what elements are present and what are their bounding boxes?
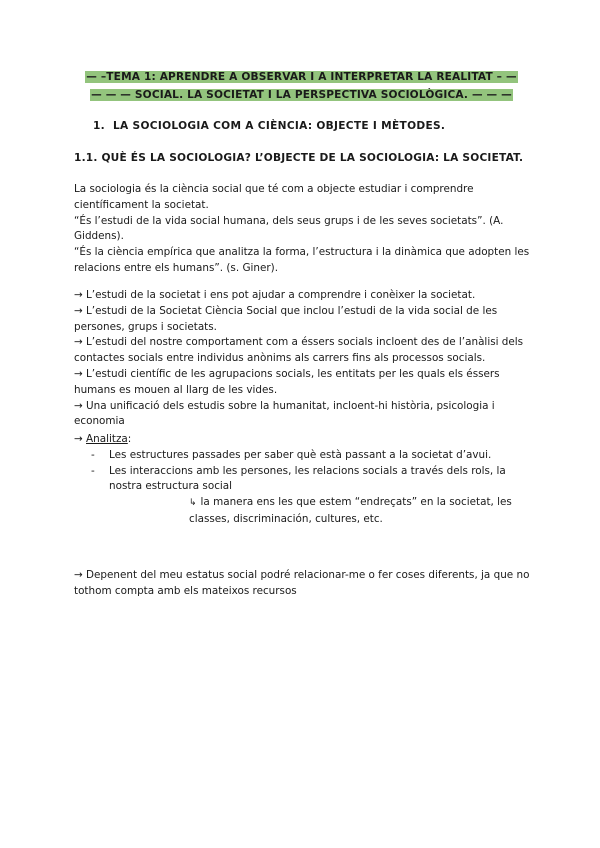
arrow-icon: →: [74, 433, 83, 445]
closing-block: [74, 568, 534, 600]
section-heading: [93, 120, 445, 132]
arrow-point: → L’estudi de la societat i ens pot ajudar a comprendre i conèixer la societat.: [74, 289, 476, 301]
title-highlight-1: — –TEMA 1: APRENDRE A OBSERVAR I A INTERPRETAR LA REALITAT – —: [86, 71, 517, 83]
section-number: 1.: [93, 120, 105, 132]
definition-paragraph: La sociologia és la ciència social que té com a objecte estudiar i comprendre científicament la societat.: [74, 183, 474, 211]
title-line-2: [74, 86, 529, 104]
analitza-colon: :: [127, 433, 132, 445]
list-item: [74, 448, 534, 464]
arrow-points: [74, 288, 534, 430]
dash-bullet: -: [91, 464, 95, 477]
intro-block: [74, 182, 534, 277]
closing-paragraph: → Depenent del meu estatus social podré relacionar-me o fer coses diferents, ja que no tothom compta amb els mateixos recursos: [74, 569, 530, 597]
dash-bullet: -: [91, 448, 95, 461]
title-highlight-2: — — — SOCIAL. LA SOCIETAT I LA PERSPECTIVA SOCIOLÒGICA. — — —: [91, 89, 512, 101]
section-title: LA SOCIOLOGIA COM A CIÈNCIA: OBJECTE I MÈTODES.: [113, 120, 446, 132]
giner-quote: “És la ciència empírica que analitza la forma, l’estructura i la dinàmica que adopten les relacions entre els humans”. (s. Giner).: [74, 246, 530, 274]
document-title: [74, 68, 529, 104]
list-item-text: Les interaccions amb les persones, les relacions socials a través dels rols, la nostra estructura social: [109, 464, 506, 493]
arrow-point: → L’estudi del nostre comportament com a éssers socials incloent des de l’anàlisi dels contactes socials entre individus anònims als carrers fins als processos socials.: [74, 336, 524, 365]
sub-arrow-icon: ↳: [189, 498, 197, 509]
arrow-point: → L’estudi de la Societat Ciència Social que inclou l’estudi de la vida social de les persones, grups i societats.: [74, 304, 498, 333]
analitza-list: [74, 448, 534, 495]
list-item: [74, 464, 534, 496]
arrow-point: → Una unificació dels estudis sobre la humanitat, incloent-hi història, psicologia i economia: [74, 399, 495, 428]
giddens-quote: “És l’estudi de la vida social humana, dels seus grups i de les seves societats”. (A. Giddens).: [74, 214, 504, 243]
analitza-heading: [74, 432, 534, 448]
analitza-label: Analitza: [86, 433, 128, 445]
subsection-heading: 1.1. QUÈ ÉS LA SOCIOLOGIA? L’OBJECTE DE LA SOCIOLOGIA: LA SOCIETAT.: [74, 152, 524, 164]
sub-item-text: la manera ens les que estem “endreçats” en la societat, les classes, discriminación, cultures, etc.: [189, 496, 512, 525]
list-item-text: Les estructures passades per saber què està passant a la societat d’avui.: [109, 448, 492, 461]
arrow-point: → L’estudi científic de les agrupacions socials, les entitats per les quals els éssers humans es mouen al llarg de les vides.: [74, 367, 500, 396]
analitza-section: [74, 432, 534, 528]
title-line-1: [74, 68, 529, 86]
analitza-sub-item: [74, 495, 534, 528]
